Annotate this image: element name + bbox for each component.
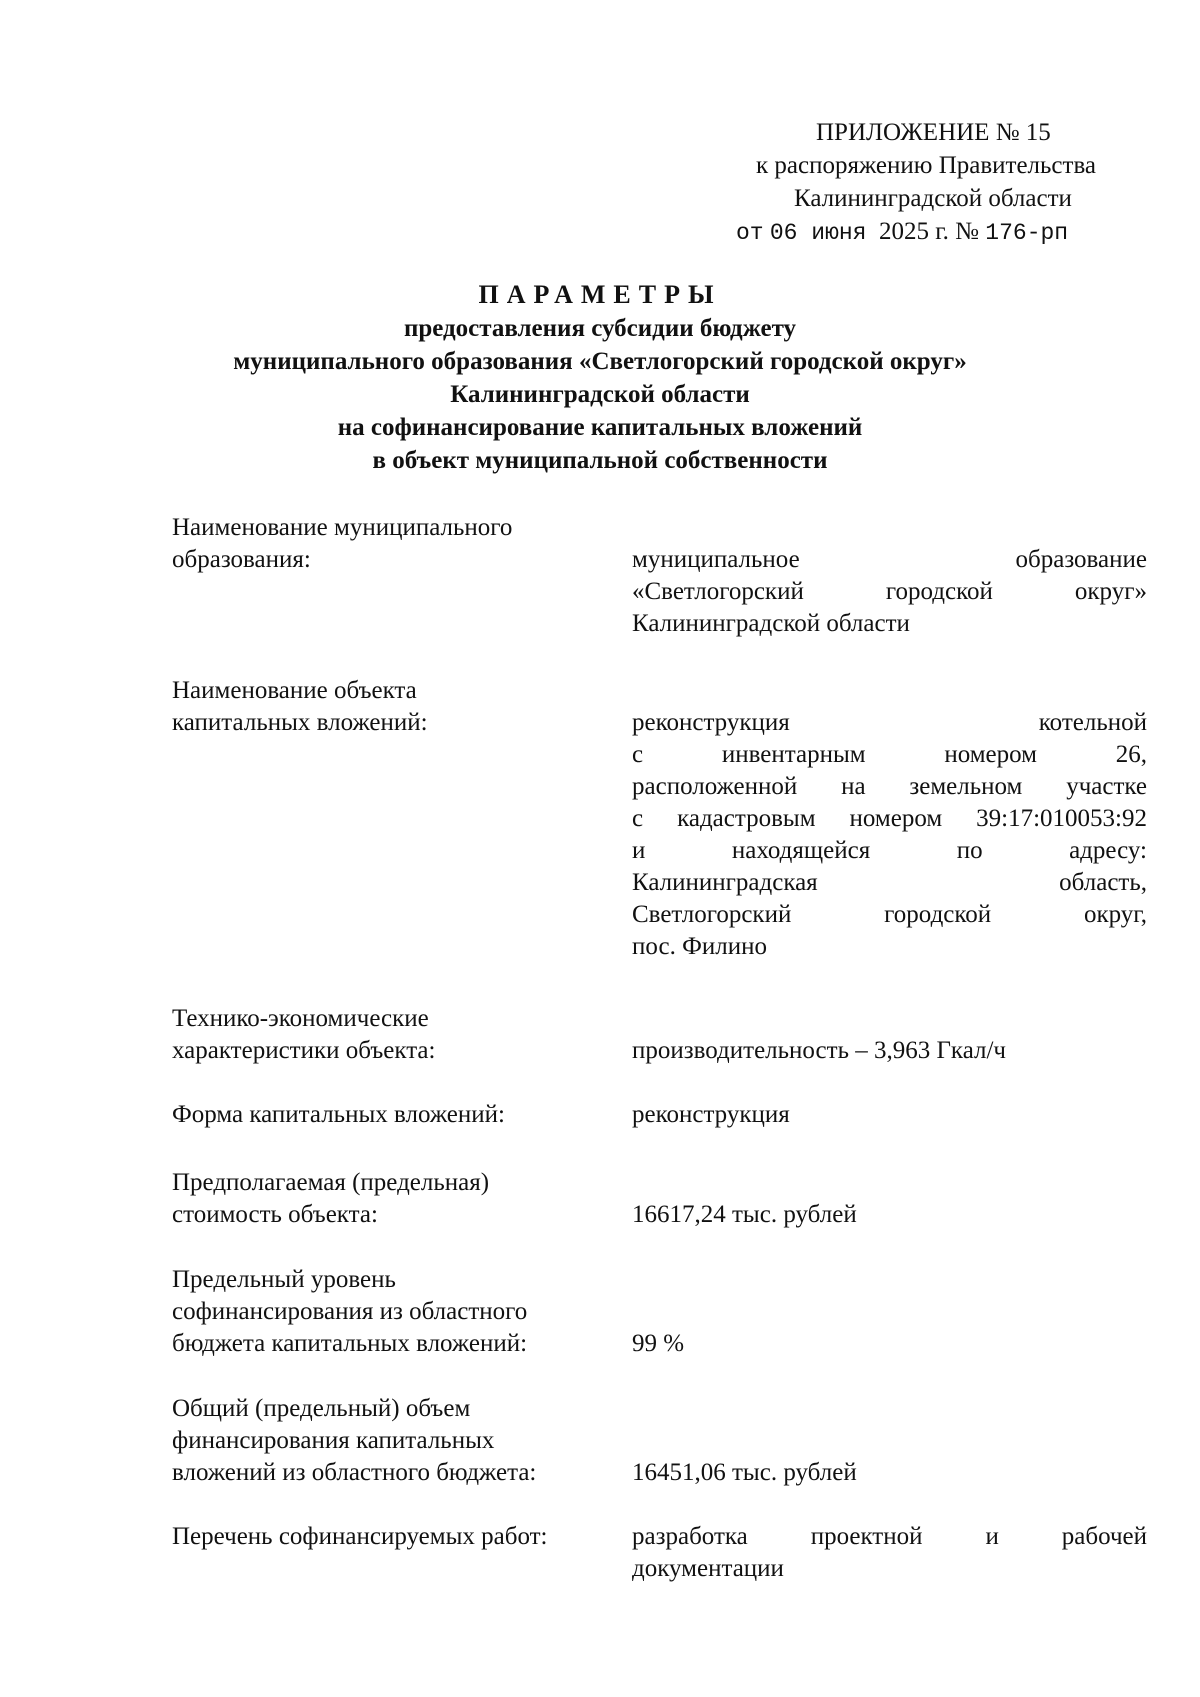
row-municipality <box>172 512 1147 637</box>
value-line: реконструкция котельной <box>632 709 1147 736</box>
value-line: Светлогорский городской округ, <box>632 901 1147 928</box>
label-line: характеристики объекта: <box>172 1037 436 1064</box>
title-main: ПАРАМЕТРЫ <box>478 280 722 309</box>
label-line: Общий (предельный) объем <box>172 1395 471 1422</box>
value-line: «Светлогорский городской округ» <box>632 578 1147 605</box>
label-line: Наименование объекта <box>172 677 417 704</box>
value-line: с кадастровым номером 39:17:010053:92 <box>632 805 1147 832</box>
row-value <box>632 1199 1147 1231</box>
value-line: реконструкция <box>632 1101 790 1128</box>
row-value <box>632 707 1147 963</box>
title-line-3: Калининградской области <box>450 381 750 408</box>
label-line: стоимость объекта: <box>172 1201 378 1228</box>
value-line: пос. Филино <box>632 933 767 960</box>
row-cofinancing-level <box>172 1264 1147 1364</box>
attachment-header <box>720 116 1140 250</box>
label-line: софинансирования из областного <box>172 1298 528 1325</box>
row-estimated-cost <box>172 1167 1147 1237</box>
value-line: производительность – 3,963 Гкал/ч <box>632 1037 1006 1064</box>
value-line: 16617,24 тыс. рублей <box>632 1201 857 1228</box>
attachment-date-line <box>720 215 1140 250</box>
order-number: 176-рп <box>985 220 1069 246</box>
label-line: Предполагаемая (предельная) <box>172 1169 490 1196</box>
row-label <box>172 675 592 739</box>
attachment-reference: к распоряжению Правительства <box>756 152 1097 179</box>
row-value <box>632 1099 1147 1131</box>
row-investment-form <box>172 1099 1147 1135</box>
date-value: 06 июня <box>769 220 867 246</box>
attachment-number: ПРИЛОЖЕНИЕ № 15 <box>816 119 1051 146</box>
label-line: образования: <box>172 546 311 573</box>
value-line: и находящейся по адресу: <box>632 837 1147 864</box>
label-line: капитальных вложений: <box>172 709 428 736</box>
label-line: бюджета капитальных вложений: <box>172 1330 528 1357</box>
year-value: 2025 г. <box>878 218 949 245</box>
label-line: Технико-экономические <box>172 1005 429 1032</box>
date-prefix: от <box>736 220 764 246</box>
row-value <box>632 1521 1147 1585</box>
value-line: Калининградская область, <box>632 869 1147 896</box>
title-line-4: на софинансирование капитальных вложений <box>337 414 863 441</box>
value-line: 99 % <box>632 1330 685 1357</box>
row-value <box>632 544 1147 640</box>
row-value <box>632 1328 1147 1360</box>
row-value <box>632 1457 1147 1489</box>
row-label <box>172 1167 592 1231</box>
value-line: 16451,06 тыс. рублей <box>632 1459 857 1486</box>
value-line: документации <box>632 1555 784 1582</box>
title-line-5: в объект муниципальной собственности <box>372 447 828 474</box>
attachment-region: Калининградской области <box>794 185 1072 212</box>
row-value <box>632 1035 1147 1067</box>
row-label <box>172 1393 592 1489</box>
row-label <box>172 1264 592 1360</box>
label-line: Предельный уровень <box>172 1266 396 1293</box>
row-characteristics <box>172 1003 1147 1073</box>
document-title <box>100 278 1100 477</box>
number-label: № <box>955 218 980 245</box>
row-label <box>172 1003 592 1067</box>
row-total-financing <box>172 1393 1147 1493</box>
label-line: Перечень софинансируемых работ: <box>172 1523 548 1550</box>
row-label <box>172 1521 592 1553</box>
title-line-1: предоставления субсидии бюджету <box>403 315 797 342</box>
row-works-list <box>172 1521 1147 1591</box>
value-line: муниципальное образование <box>632 546 1147 573</box>
title-line-2: муниципального образования «Светлогорский городской округ» <box>233 348 967 375</box>
value-line: Калининградской области <box>632 610 910 637</box>
value-line: с инвентарным номером 26, <box>632 741 1147 768</box>
value-line: разработка проектной и рабочей <box>632 1523 1147 1550</box>
label-line: финансирования капитальных <box>172 1427 495 1454</box>
label-line: Форма капитальных вложений: <box>172 1101 505 1128</box>
label-line: Наименование муниципального <box>172 514 513 541</box>
value-line: расположенной на земельном участке <box>632 773 1147 800</box>
row-object-name <box>172 675 1147 975</box>
row-label <box>172 512 592 576</box>
row-label <box>172 1099 592 1131</box>
label-line: вложений из областного бюджета: <box>172 1459 537 1486</box>
